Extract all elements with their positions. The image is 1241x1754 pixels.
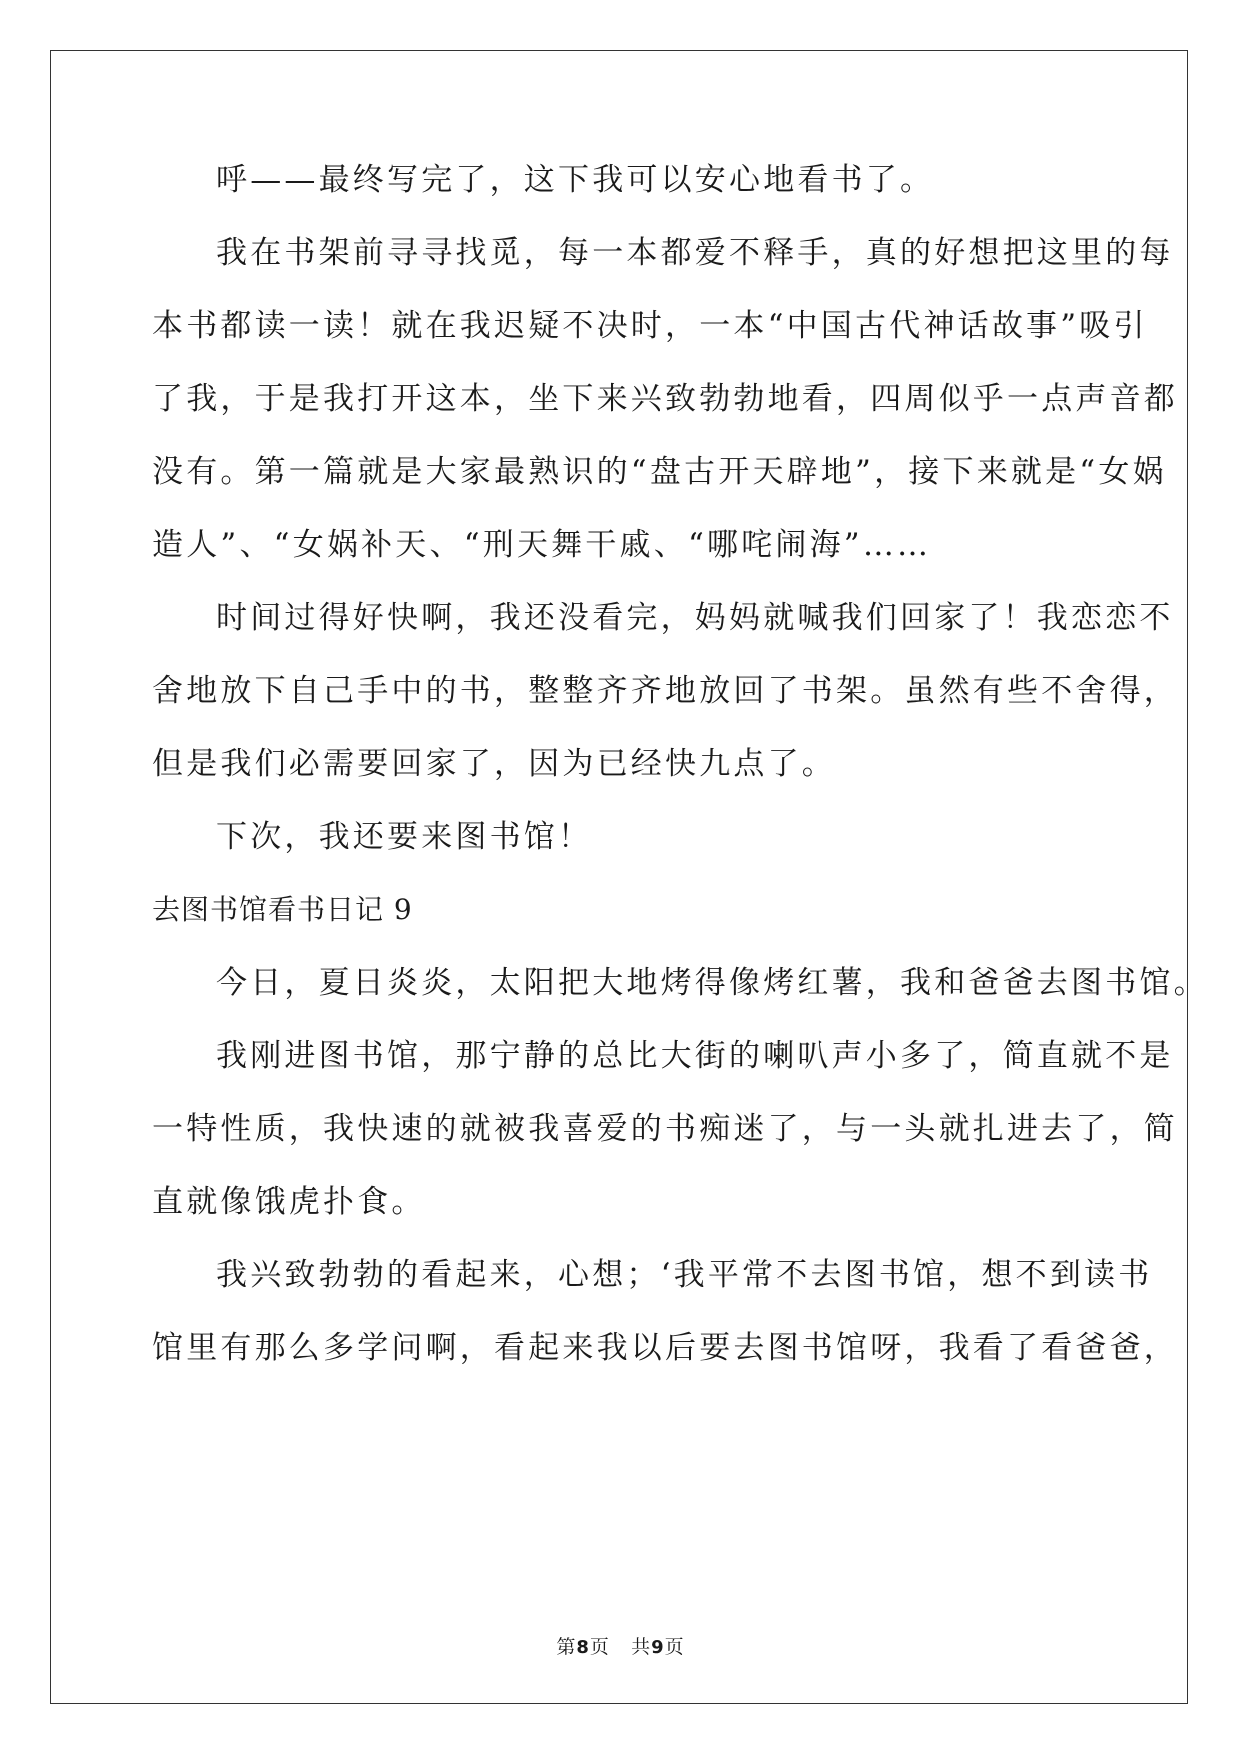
paragraph-line: 没有。第一篇就是大家最熟识的“盘古开天辟地”，接下来就是“女娲 (152, 454, 1167, 490)
paragraph-line: 一特性质，我快速的就被我喜爱的书痴迷了，与一头就扎进去了，简 (152, 1111, 1178, 1147)
paragraph-line: 我刚进图书馆，那宁静的总比大街的喇叭声小多了，简直就不是 (216, 1038, 1174, 1074)
footer-prefix: 第 (556, 1636, 577, 1658)
footer-total-suffix: 页 (664, 1636, 685, 1658)
paragraph-line: 但是我们必需要回家了，因为已经快九点了。 (152, 746, 836, 782)
paragraph-line: 我兴致勃勃的看起来，心想；‘我平常不去图书馆，想不到读书 (216, 1257, 1153, 1293)
paragraph-line: 我在书架前寻寻找觅，每一本都爱不释手，真的好想把这里的每 (216, 235, 1174, 271)
paragraph-line: 时间过得好快啊，我还没看完，妈妈就喊我们回家了！我恋恋不 (216, 600, 1174, 636)
total-pages-number: 9 (651, 1637, 665, 1658)
paragraph-line: 造人”、“女娲补天、“刑天舞干戚、“哪咤闹海”…… (152, 527, 932, 563)
paragraph-line: 直就像饿虎扑食。 (152, 1184, 426, 1220)
section-heading: 去图书馆看书日记 9 (152, 893, 413, 926)
current-page-number: 8 (576, 1637, 590, 1658)
footer-page-suffix: 页 (589, 1636, 610, 1658)
paragraph-line: 下次，我还要来图书馆！ (216, 819, 593, 855)
page-footer (0, 1632, 1241, 1659)
paragraph-line: 本书都读一读！就在我迟疑不决时，一本“中国古代神话故事”吸引 (152, 308, 1148, 344)
footer-total-prefix: 共 (631, 1636, 652, 1658)
paragraph-line: 舍地放下自己手中的书，整整齐齐地放回了书架。虽然有些不舍得， (152, 673, 1178, 709)
page-border (50, 50, 1188, 1704)
paragraph-line: 今日，夏日炎炎，太阳把大地烤得像烤红薯，我和爸爸去图书馆。 (216, 965, 1208, 1001)
paragraph-line: 馆里有那么多学问啊，看起来我以后要去图书馆呀，我看了看爸爸， (152, 1330, 1178, 1366)
paragraph-line: 呼——最终写完了，这下我可以安心地看书了。 (216, 162, 935, 198)
paragraph-line: 了我，于是我打开这本，坐下来兴致勃勃地看，四周似乎一点声音都 (152, 381, 1178, 417)
